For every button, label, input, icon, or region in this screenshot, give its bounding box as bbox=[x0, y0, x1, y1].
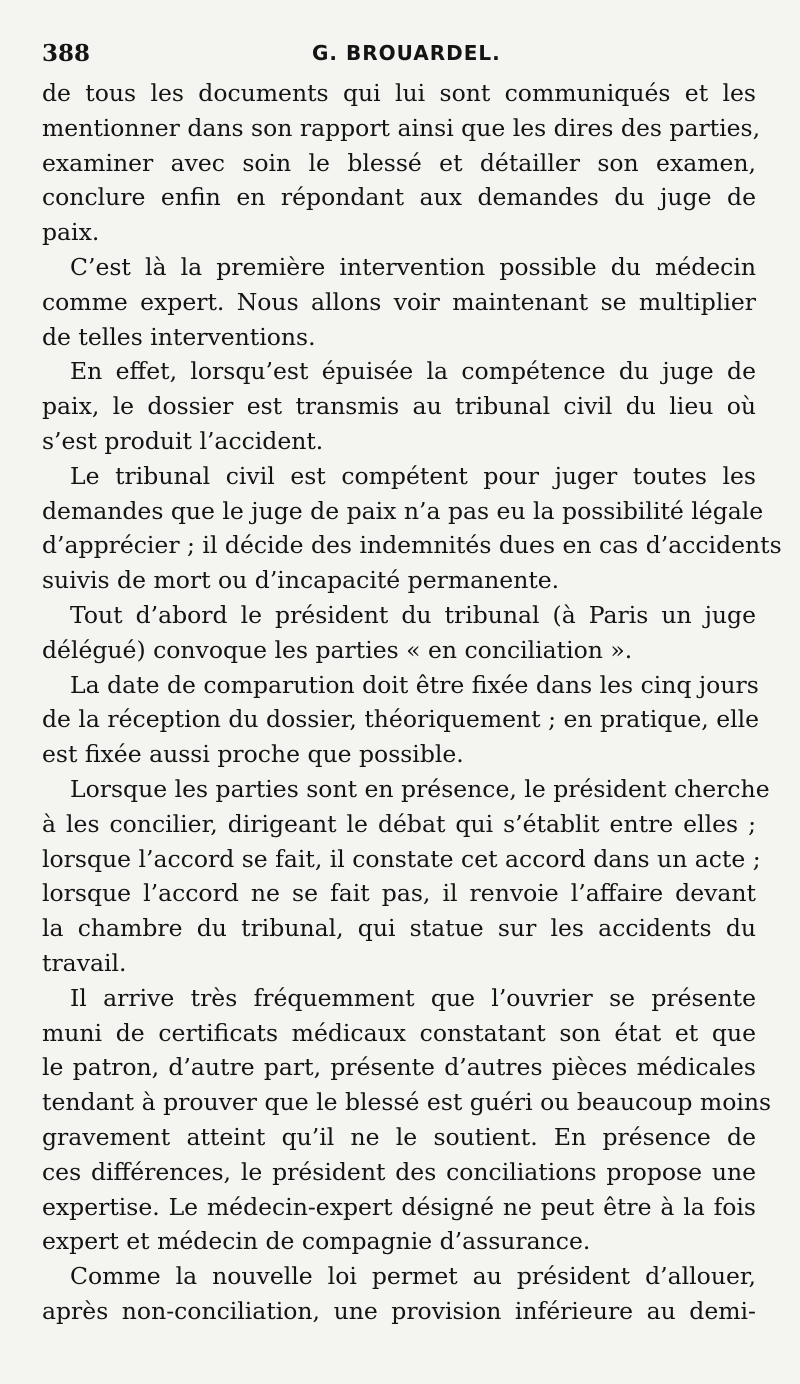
text-line: Il arrive très fréquemment que l’ouvrier se présente bbox=[70, 983, 756, 1012]
text-line: demandes que le juge de paix n’a pas eu la possibilité légale bbox=[42, 496, 764, 525]
text-line: travail. bbox=[42, 948, 127, 977]
text-line: Le tribunal civil est compétent pour juger toutes les bbox=[70, 461, 756, 490]
text-line: Comme la nouvelle loi permet au président d’allouer, bbox=[70, 1262, 756, 1291]
text-line: Lorsque les parties sont en présence, le président cherche bbox=[70, 774, 770, 803]
text-line: En effet, lorsqu’est épuisée la compétence du juge de bbox=[70, 357, 756, 386]
text-line: à les concilier, dirigeant le débat qui s’établit entre elles ; bbox=[42, 809, 756, 838]
text-line: comme expert. Nous allons voir maintenant se multiplier bbox=[42, 287, 756, 316]
text-line: paix, le dossier est transmis au tribunal civil du lieu où bbox=[42, 392, 756, 421]
paragraph bbox=[42, 1259, 756, 1329]
text-line: examiner avec soin le blessé et détailler son examen, bbox=[42, 148, 756, 177]
text-line: expert et médecin de compagnie d’assurance. bbox=[42, 1227, 591, 1256]
paragraph bbox=[42, 459, 782, 598]
paragraph bbox=[42, 598, 756, 668]
text-line: de la réception du dossier, théoriquement ; en pratique, elle bbox=[42, 705, 760, 734]
text-line: après non-conciliation, une provision inférieure au demi- bbox=[42, 1296, 756, 1325]
paragraph bbox=[42, 668, 760, 772]
page-header bbox=[42, 34, 758, 70]
paragraph bbox=[42, 76, 761, 250]
text-line: ces différences, le président des conciliations propose une bbox=[42, 1157, 756, 1186]
text-line: de tous les documents qui lui sont communiqués et les bbox=[42, 79, 756, 107]
text-line: tendant à prouver que le blessé est guéri ou beaucoup moins bbox=[42, 1088, 772, 1117]
text-line: La date de comparution doit être fixée dans les cinq jours bbox=[70, 670, 759, 699]
page-number: 388 bbox=[42, 40, 91, 67]
text-line: est fixée aussi proche que possible. bbox=[42, 740, 464, 769]
text-line: Tout d’abord le président du tribunal (à Paris un juge bbox=[70, 600, 756, 629]
text-line: de telles interventions. bbox=[42, 322, 316, 351]
text-line: paix. bbox=[42, 218, 100, 247]
text-line: C’est là la première intervention possible du médecin bbox=[70, 252, 756, 281]
text-line: s’est produit l’accident. bbox=[42, 426, 324, 455]
text-line: le patron, d’autre part, présente d’autres pièces médicales bbox=[42, 1053, 756, 1082]
text-line: délégué) convoque les parties « en conciliation ». bbox=[42, 635, 633, 664]
text-line: d’apprécier ; il décide des indemnités dues en cas d’accidents bbox=[42, 531, 782, 560]
body-text bbox=[42, 76, 782, 1329]
paragraph bbox=[42, 354, 756, 458]
text-line: mentionner dans son rapport ainsi que les dires des parties, bbox=[42, 113, 761, 142]
running-head: G. BROUARDEL. bbox=[312, 41, 501, 65]
text-line: conclure enfin en répondant aux demandes du juge de bbox=[42, 183, 756, 212]
paragraph bbox=[42, 772, 770, 981]
text-line: muni de certificats médicaux constatant son état et que bbox=[42, 1018, 756, 1047]
text-line: la chambre du tribunal, qui statue sur les accidents du bbox=[42, 914, 756, 943]
text-line: lorsque l’accord ne se fait pas, il renvoie l’affaire devant bbox=[42, 879, 756, 908]
text-line: lorsque l’accord se fait, il constate cet accord dans un acte ; bbox=[42, 844, 761, 873]
text-line: expertise. Le médecin-expert désigné ne peut être à la fois bbox=[42, 1192, 756, 1221]
paragraph bbox=[42, 250, 756, 354]
text-line: gravement atteint qu’il ne le soutient. En présence de bbox=[42, 1122, 756, 1151]
paragraph bbox=[42, 981, 772, 1259]
text-line: suivis de mort ou d’incapacité permanente. bbox=[42, 566, 560, 595]
